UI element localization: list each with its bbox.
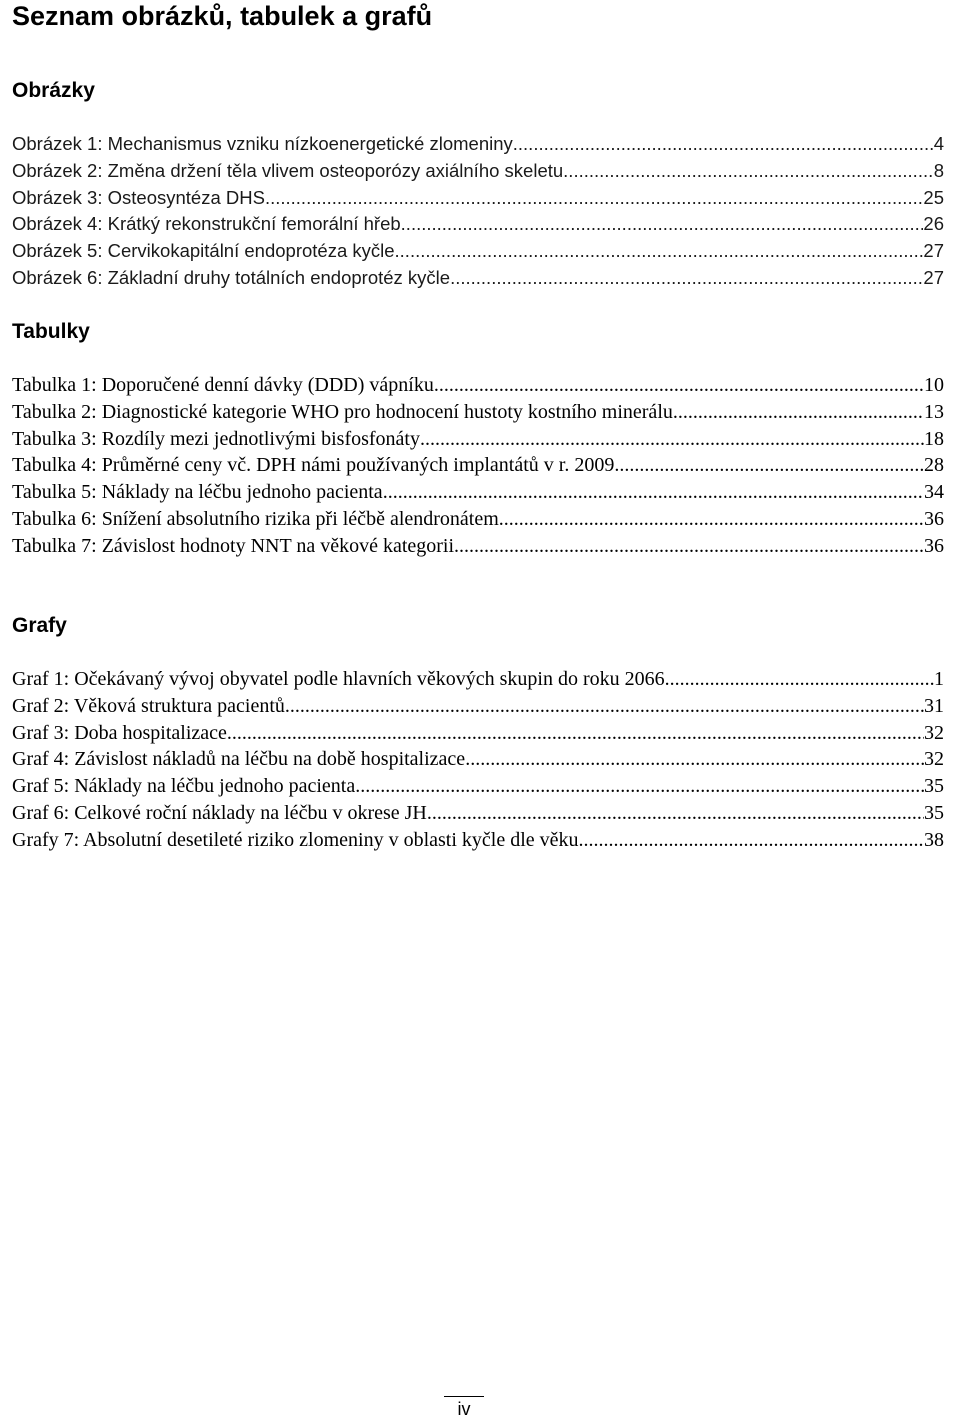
entry-label: Obrázek 3: Osteosyntéza DHS	[12, 186, 265, 208]
dot-leader	[355, 773, 924, 800]
entry-page-number: 36	[924, 534, 944, 557]
section-heading-tabulky: Tabulky	[12, 320, 90, 343]
list-tabulky	[12, 372, 944, 560]
entry-label: Obrázek 1: Mechanismus vzniku nízkoenergetické zlomeniny	[12, 133, 513, 154]
entry-page-number: 36	[924, 507, 944, 530]
list-item[interactable]	[12, 506, 944, 533]
entry-page-number: 10	[924, 374, 944, 396]
page-title: Seznam obrázků, tabulek a grafů	[12, 1, 433, 31]
dot-leader	[499, 506, 924, 533]
entry-label: Graf 1: Očekávaný vývoj obyvatel podle hlavních věkových skupin do roku 2066	[12, 668, 665, 690]
dot-leader	[450, 265, 923, 292]
list-item[interactable]	[12, 533, 944, 560]
list-item[interactable]	[12, 479, 944, 506]
dot-leader	[265, 185, 923, 212]
dot-leader	[383, 479, 924, 506]
entry-label: Graf 5: Náklady na léčbu jednoho pacienta	[12, 775, 356, 798]
list-item[interactable]	[12, 773, 944, 800]
list-item[interactable]	[12, 131, 944, 158]
list-grafy	[12, 666, 944, 854]
dot-leader	[678, 399, 924, 426]
entry-page-number: 31	[924, 694, 944, 717]
entry-page-number: 25	[923, 186, 944, 208]
list-item[interactable]	[12, 827, 944, 854]
entry-label: Tabulka 5: Náklady na léčbu jednoho pacienta	[12, 481, 383, 504]
section-heading-obrazky: Obrázky	[12, 79, 95, 102]
list-item[interactable]	[12, 185, 944, 212]
page-number: iv	[457, 1399, 471, 1419]
list-item[interactable]	[12, 426, 944, 453]
dot-leader	[513, 131, 934, 158]
dot-leader	[285, 693, 924, 720]
dot-leader	[614, 452, 924, 479]
entry-page-number: 34	[924, 481, 944, 504]
list-obrazky	[12, 131, 944, 292]
entry-label: Obrázek 4: Krátký rekonstrukční femorální hřeb	[12, 213, 401, 235]
dot-leader	[465, 746, 924, 773]
entry-page-number: 4	[933, 133, 944, 154]
dot-leader	[563, 158, 934, 185]
dot-leader	[665, 666, 934, 693]
section-heading-grafy: Grafy	[12, 614, 67, 637]
entry-label: Tabulka 6: Snížení absolutního rizika při léčbě alendronátem	[12, 507, 499, 530]
list-item[interactable]	[12, 399, 944, 426]
entry-page-number: 1	[934, 668, 944, 690]
entry-label: Tabulka 2: Diagnostické kategorie WHO pro hodnocení hustoty kostního minerálu.	[12, 400, 678, 423]
page-footer	[0, 1390, 960, 1420]
list-item[interactable]	[12, 158, 944, 185]
dot-leader	[579, 827, 924, 854]
entry-page-number: 32	[924, 748, 944, 771]
entry-label: Tabulka 1: Doporučené denní dávky (DDD) vápníku	[12, 374, 434, 396]
list-item[interactable]	[12, 800, 944, 827]
list-item[interactable]	[12, 452, 944, 479]
entry-label: Obrázek 2: Změna držení těla vlivem osteoporózy axiálního skeletu	[12, 159, 564, 181]
entry-page-number: 13	[924, 400, 944, 423]
entry-label: Tabulka 7: Závislost hodnoty NNT na věkové kategorii	[12, 534, 455, 557]
dot-leader	[395, 238, 924, 265]
entry-page-number: 38	[924, 828, 944, 851]
entry-page-number: 8	[933, 159, 944, 181]
list-item[interactable]	[12, 746, 944, 773]
entry-page-number: 28	[924, 454, 944, 477]
entry-page-number: 27	[923, 240, 944, 262]
entry-label: Graf 4: Závislost nákladů na léčbu na době hospitalizace	[12, 748, 466, 771]
dot-leader	[454, 533, 924, 560]
dot-leader	[420, 426, 924, 453]
list-item[interactable]	[12, 693, 944, 720]
entry-label: Obrázek 5: Cervikokapitální endoprotéza kyčle	[12, 240, 395, 262]
entry-page-number: 27	[923, 266, 944, 288]
entry-label: Grafy 7: Absolutní desetileté riziko zlomeniny v oblasti kyčle dle věku	[12, 828, 579, 851]
list-item[interactable]	[12, 238, 944, 265]
entry-page-number: 26	[923, 213, 944, 235]
dot-leader	[227, 720, 924, 747]
entry-label: Tabulka 4: Průměrné ceny vč. DPH námi používaných implantátů v r. 2009	[12, 454, 615, 477]
dot-leader	[401, 211, 924, 238]
list-item[interactable]	[12, 720, 944, 747]
entry-page-number: 18	[924, 427, 944, 450]
entry-page-number: 35	[924, 801, 944, 824]
list-item[interactable]	[12, 211, 944, 238]
dot-leader	[434, 372, 924, 399]
entry-label: Graf 6: Celkové roční náklady na léčbu v okrese JH	[12, 801, 427, 824]
footer-rule	[444, 1396, 484, 1397]
dot-leader	[427, 800, 924, 827]
entry-label: Obrázek 6: Základní druhy totálních endoprotéz kyčle	[12, 266, 451, 288]
list-item[interactable]	[12, 265, 944, 292]
entry-page-number: 35	[924, 775, 944, 798]
entry-label: Graf 2: Věková struktura pacientů	[12, 694, 285, 717]
entry-label: Tabulka 3: Rozdíly mezi jednotlivými bisfosfonáty	[12, 427, 420, 450]
list-item[interactable]	[12, 372, 944, 399]
list-item[interactable]	[12, 666, 944, 693]
entry-page-number: 32	[924, 721, 944, 744]
entry-label: Graf 3: Doba hospitalizace	[12, 721, 227, 744]
